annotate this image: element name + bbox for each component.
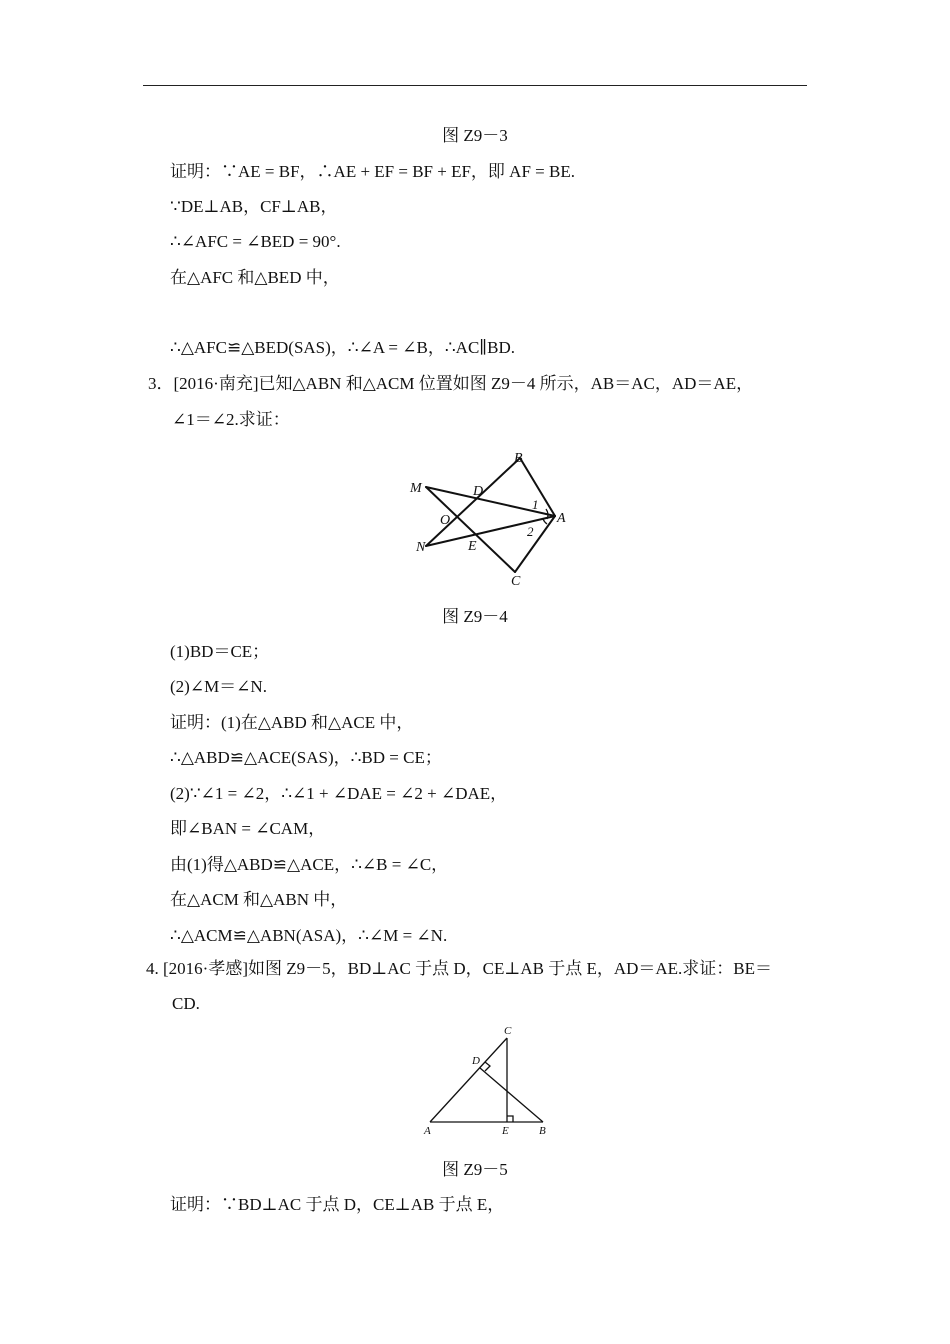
right-angle-d bbox=[485, 1062, 490, 1071]
label-c: C bbox=[504, 1025, 512, 1037]
problem-4-statement: 4. [2016·孝感]如图 Z9－5，BD⊥AC 于点 D，CE⊥AB 于点 E，AD＝AE.求证：BE＝ bbox=[146, 959, 773, 978]
proof-line: 由(1)得△ABD≌△ACE，∴∠B = ∠C， bbox=[170, 855, 449, 874]
proof-line: ∴∠AFC = ∠BED = 90°. bbox=[170, 232, 341, 251]
proof-line: 证明：(1)在△ABD 和△ACE 中， bbox=[170, 713, 414, 732]
problem-3-statement: 3．[2016·南充]已知△ABN 和△ACM 位置如图 Z9－4 所示，AB＝AC，AD＝AE， bbox=[148, 374, 754, 393]
question-1: (1)BD＝CE； bbox=[170, 642, 270, 661]
header-rule bbox=[143, 85, 807, 86]
label-o: O bbox=[440, 513, 451, 528]
right-angle-e bbox=[507, 1116, 513, 1122]
proof-line: ∴△AFC≌△BED(SAS)，∴∠A = ∠B，∴AC∥BD. bbox=[170, 338, 516, 357]
label-m: M bbox=[410, 481, 422, 496]
proof-line: ∴△ABD≌△ACE(SAS)，∴BD = CE； bbox=[170, 748, 442, 767]
figure-z9-5 bbox=[418, 1020, 558, 1145]
proof-line: ∴△ACM≌△ABN(ASA)，∴∠M = ∠N. bbox=[170, 926, 448, 945]
label-d: D bbox=[473, 484, 484, 499]
proof-line: 即∠BAN = ∠CAM， bbox=[170, 819, 326, 838]
label-b: B bbox=[539, 1125, 546, 1137]
segment-ac bbox=[430, 1038, 507, 1122]
label-a: A bbox=[557, 511, 566, 526]
proof-line: ∵DE⊥AB，CF⊥AB， bbox=[170, 197, 338, 216]
proof-line: 证明：∵AE = BF，∴AE + EF = BF + EF，即 AF = BE. bbox=[170, 162, 575, 181]
proof-line: (2)∵∠1 = ∠2，∴∠1 + ∠DAE = ∠2 + ∠DAE， bbox=[170, 784, 508, 803]
label-d: D bbox=[472, 1055, 480, 1067]
label-n: N bbox=[416, 540, 426, 555]
label-1: 1 bbox=[532, 497, 539, 512]
figure-caption-z9-5: 图 Z9－5 bbox=[442, 1160, 508, 1179]
proof-line: 在△AFC 和△BED 中， bbox=[170, 268, 340, 287]
figure-caption-z9-4: 图 Z9－4 bbox=[442, 607, 508, 626]
label-a: A bbox=[424, 1125, 431, 1137]
question-2: (2)∠M＝∠N. bbox=[170, 677, 267, 696]
label-e: E bbox=[468, 539, 477, 554]
label-b: B bbox=[514, 451, 523, 466]
label-c: C bbox=[511, 574, 521, 589]
proof-line: 在△ACM 和△ABN 中， bbox=[170, 890, 348, 909]
angle-2-arc bbox=[543, 519, 547, 524]
figure-caption-z9-3: 图 Z9－3 bbox=[442, 126, 508, 145]
proof-line: 证明：∵BD⊥AC 于点 D，CE⊥AB 于点 E， bbox=[170, 1195, 505, 1214]
figure-z9-4 bbox=[400, 440, 590, 600]
problem-4-statement-cont: CD. bbox=[172, 994, 200, 1013]
problem-3-statement-cont: ∠1＝∠2.求证： bbox=[172, 410, 290, 429]
label-e: E bbox=[502, 1125, 509, 1137]
label-2: 2 bbox=[527, 524, 534, 539]
segment-cm bbox=[426, 487, 515, 572]
segment-bd bbox=[480, 1068, 543, 1122]
